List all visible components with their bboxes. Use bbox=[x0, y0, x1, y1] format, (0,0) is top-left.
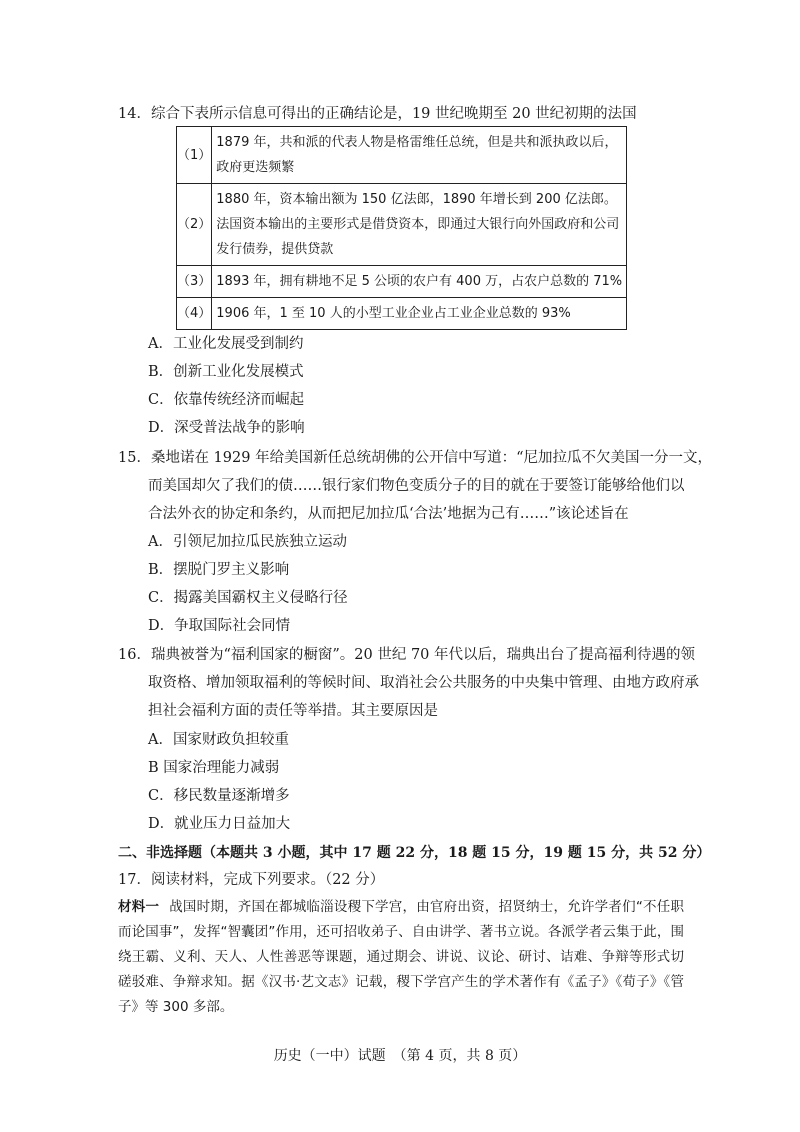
material-text: 战国时期，齐国在都城临淄设稷下学宫，由官府出资，招贤纳士，允许学者们“不任职而论国事”，发挥“智囊团”作用，还可招收弟子、自由讲学、著书立说。各派学者云集于此，围绕王霸、义利、天人、人性善恶等课题，通过期会、讲说、议论、研讨、诘难、争辩等形式切磋驳难、争辩求知。据《汉书·艺文志》记载，稷下学宫产生的学术著作有《孟子》《荀子》《管子》等 300 多部。 bbox=[118, 899, 685, 1015]
q15-stem-line: 而美国却欠了我们的债……银行家们物色变质分子的目的就在于要签订能够给他们以 bbox=[148, 478, 685, 494]
section-heading: 二、非选择题（本题共 3 小题，其中 17 题 22 分，18 题 15 分，19 题 15 分，共 52 分） bbox=[118, 845, 711, 861]
q16-stem-line: 取资格、增加领取福利的等候时间、取消社会公共服务的中央集中管理、由地方政府承 bbox=[148, 675, 699, 691]
q16-stem-line: 16．瑞典被誉为“福利国家的橱窗”。20 世纪 70 年代以后，瑞典出台了提高福利待遇的领 bbox=[118, 647, 696, 663]
page-footer: 历史（一中）试题 （第 4 页，共 8 页） bbox=[273, 1048, 527, 1064]
material-label: 材料一 bbox=[118, 899, 160, 915]
q15-stem-line: 15．桑地诺在 1929 年给美国新任总统胡佛的公开信中写道：“尼加拉瓜不欠美国一分一文， bbox=[118, 450, 712, 466]
q15-option-c[interactable]: C．揭露美国霸权主义侵略行径 bbox=[148, 590, 348, 606]
row-text: 1906 年，1 至 10 人的小型工业企业占工业企业总数的 93% bbox=[212, 298, 627, 330]
q17-material-one bbox=[118, 895, 684, 1020]
q15-option-a[interactable]: A．引领尼加拉瓜民族独立运动 bbox=[148, 534, 347, 550]
q17-stem: 17．阅读材料，完成下列要求。（22 分） bbox=[118, 872, 385, 888]
q15-stem-line: 合法外衣的协定和条约，从而把尼加拉瓜‘合法’地据为己有……”该论述旨在 bbox=[148, 506, 629, 522]
q16-option-d[interactable]: D．就业压力日益加大 bbox=[148, 816, 291, 832]
q16-option-c[interactable]: C．移民数量逐渐增多 bbox=[148, 788, 290, 804]
row-number: （1） bbox=[177, 127, 212, 184]
row-number: （2） bbox=[177, 184, 212, 266]
q14-option-b[interactable]: B．创新工业化发展模式 bbox=[148, 364, 304, 380]
row-text: 1880 年，资本输出额为 150 亿法郎，1890 年增长到 200 亿法郎。法国资本输出的主要形式是借贷资本，即通过大银行向外国政府和公司发行债券，提供贷款 bbox=[212, 184, 627, 266]
table-row bbox=[177, 298, 627, 330]
row-number: （3） bbox=[177, 266, 212, 298]
q16-option-b[interactable]: B 国家治理能力减弱 bbox=[148, 760, 280, 776]
row-text: 1893 年，拥有耕地不足 5 公顷的农户有 400 万，占农户总数的 71% bbox=[212, 266, 627, 298]
q14-option-d[interactable]: D．深受普法战争的影响 bbox=[148, 420, 305, 436]
q16-option-a[interactable]: A．国家财政负担较重 bbox=[148, 732, 289, 748]
q14-stem: 14．综合下表所示信息可得出的正确结论是，19 世纪晚期至 20 世纪初期的法国 bbox=[118, 106, 637, 122]
table-row bbox=[177, 266, 627, 298]
q14-option-c[interactable]: C．依靠传统经济而崛起 bbox=[148, 392, 305, 408]
row-number: （4） bbox=[177, 298, 212, 330]
q14-info-table bbox=[176, 126, 627, 330]
q16-stem-line: 担社会福利方面的责任等举措。其主要原因是 bbox=[148, 703, 438, 719]
q15-option-d[interactable]: D．争取国际社会同情 bbox=[148, 618, 291, 634]
table-row bbox=[177, 127, 627, 184]
q14-option-a[interactable]: A．工业化发展受到制约 bbox=[148, 336, 304, 352]
row-text: 1879 年，共和派的代表人物是格雷维任总统，但是共和派执政以后，政府更迭频繁 bbox=[212, 127, 627, 184]
table-row bbox=[177, 184, 627, 266]
q15-option-b[interactable]: B．摆脱门罗主义影响 bbox=[148, 562, 290, 578]
